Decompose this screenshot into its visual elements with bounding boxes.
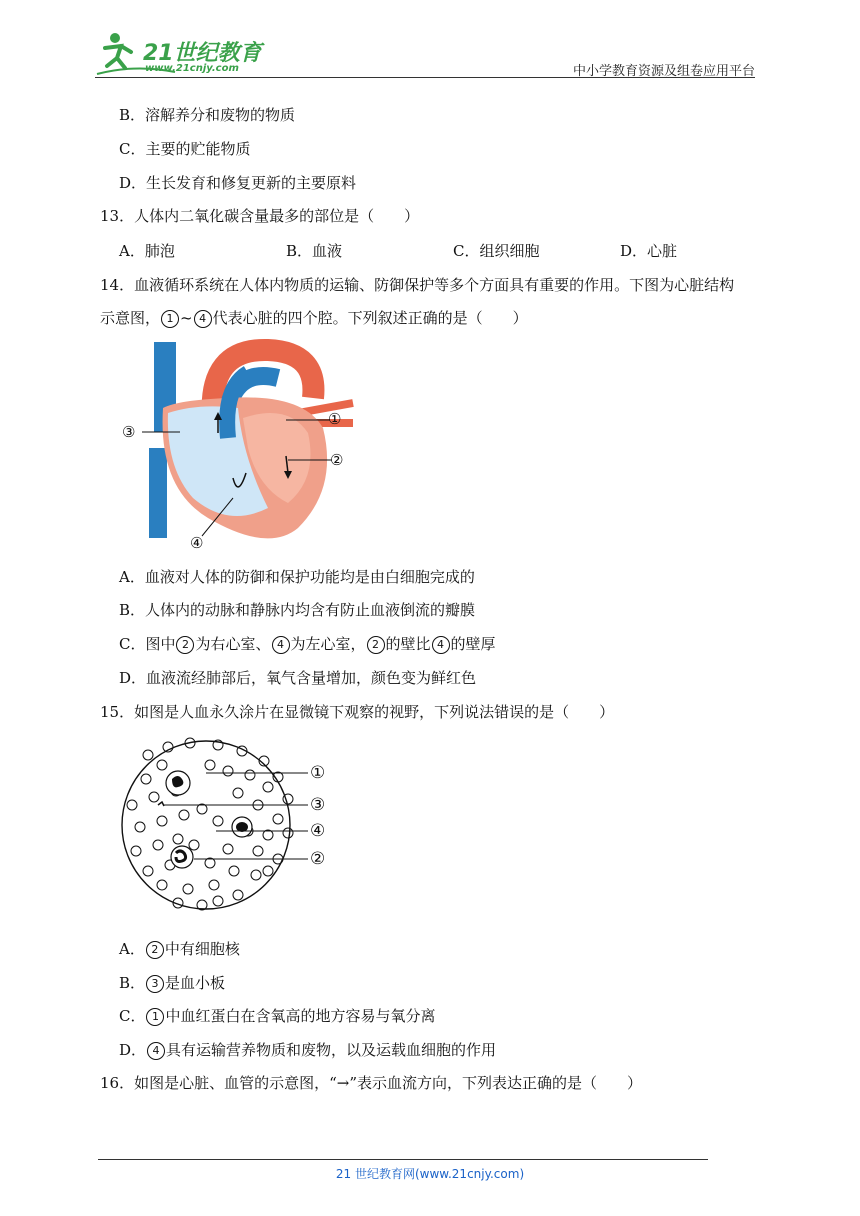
q12-option-b: B．溶解养分和废物的物质 — [119, 106, 296, 124]
heart-label-2: ② — [330, 451, 344, 469]
q13-option-a: A．肺泡 — [119, 242, 175, 260]
platform-name: 中小学教育资源及组卷应用平台 — [572, 64, 755, 79]
q15-stem: 15．如图是人血永久涂片在显微镜下观察的视野，下列说法错误的是（ ） — [100, 703, 615, 721]
q15-option-d: D． 4 具有运输营养物质和废物，以及运载血细胞的作用 — [119, 1041, 497, 1059]
q15-option-a: A． 2 中有细胞核 — [119, 940, 240, 958]
circled-1: 1 — [161, 310, 179, 328]
q13-option-c: C．组织细胞 — [453, 242, 540, 260]
q14-option-b: B．人体内的动脉和静脉内均含有防止血液倒流的瓣膜 — [119, 601, 476, 619]
blood-smear-diagram — [118, 735, 348, 915]
heart-label-3: ③ — [122, 423, 136, 441]
q16-stem: 16．如图是心脏、血管的示意图，“→”表示血流方向，下列表达正确的是（ ） — [100, 1074, 642, 1092]
q12-option-d: D．生长发育和修复更新的主要原料 — [119, 174, 357, 192]
logo-main-text: 21世纪教育 — [143, 41, 262, 66]
heart-illustration — [118, 338, 358, 553]
q14-option-d: D．血液流经肺部后，氧气含量增加，颜色变为鲜红色 — [119, 669, 477, 687]
q15-option-b: B． 3 是血小板 — [119, 974, 226, 992]
smear-label-4: ④ — [310, 821, 326, 841]
q13-stem: 13．人体内二氧化碳含量最多的部位是（ ） — [100, 207, 420, 225]
footer-text: 21 世纪教育网(www.21cnjy.com) — [335, 1167, 525, 1181]
q14-option-a: A．血液对人体的防御和保护功能均是由白细胞完成的 — [119, 568, 475, 586]
q12-option-c: C．主要的贮能物质 — [119, 140, 251, 158]
smear-label-3: ③ — [310, 795, 326, 815]
heart-label-4: ④ — [190, 534, 204, 552]
circled-4: 4 — [194, 310, 212, 328]
q13-option-b: B．血液 — [286, 242, 343, 260]
smear-label-1: ① — [310, 763, 326, 783]
q13-option-d: D．心脏 — [620, 242, 678, 260]
q14-option-c: C．图中 2 为右心室、 4 为左心室， 2 的壁比 4 的壁厚 — [119, 635, 496, 653]
header-rule — [95, 77, 755, 78]
smear-label-2: ② — [310, 849, 326, 869]
logo-url-text: www.21cnjy.com — [145, 63, 239, 74]
heart-label-1: ① — [328, 410, 342, 428]
heart-diagram — [118, 338, 358, 553]
footer-rule — [98, 1159, 708, 1160]
q14-stem-line2: 示意图， 1 ~ 4 代表心脏的四个腔。下列叙述正确的是（ ） — [100, 309, 528, 327]
logo — [95, 30, 265, 78]
q15-option-c: C． 1 中血红蛋白在含氧高的地方容易与氧分离 — [119, 1007, 436, 1025]
q14-stem-line1: 14．血液循环系统在人体内物质的运输、防御保护等多个方面具有重要的作用。下图为心脏结构 — [100, 276, 735, 294]
